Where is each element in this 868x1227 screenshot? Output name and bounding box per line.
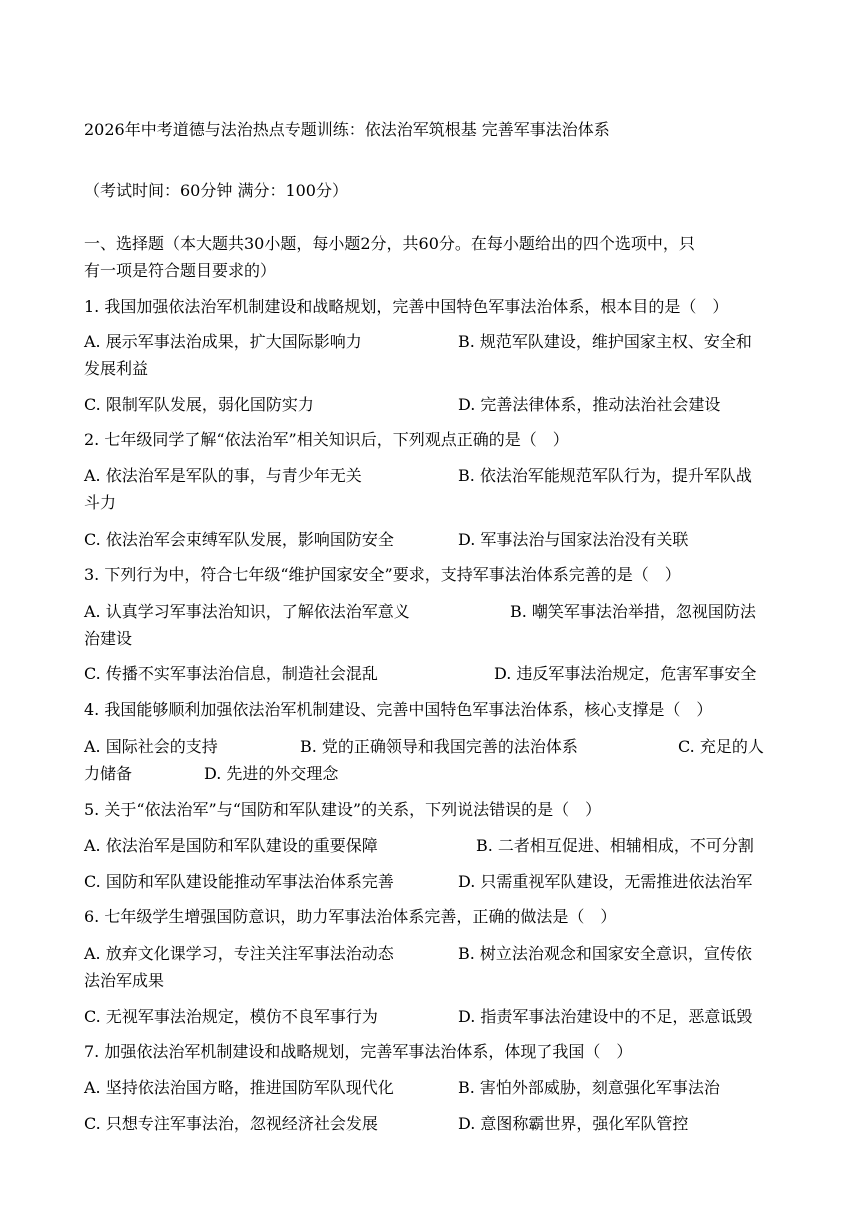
- question-6-stem: 6. 七年级学生增强国防意识，助力军事法治体系完善，正确的做法是（ ）: [84, 907, 617, 926]
- question-5-option-b: B. 二者相互促进、相辅相成，不可分割: [476, 836, 754, 855]
- question-4-option-a: A. 国际社会的支持: [84, 737, 218, 756]
- question-2-option-a: A. 依法治军是军队的事，与青少年无关: [84, 466, 362, 485]
- document-title: 2026年中考道德与法治热点专题训练：依法治军筑根基 完善军事法治体系: [84, 120, 610, 139]
- question-1-option-a: A. 展示军事法治成果，扩大国际影响力: [84, 332, 362, 351]
- question-3-option-b: B. 嘲笑军事法治举措，忽视国防法: [510, 602, 756, 621]
- question-1-option-b: B. 规范军队建设，维护国家主权、安全和: [458, 332, 752, 351]
- question-5-option-c: C. 国防和军队建设能推动军事法治体系完善: [84, 872, 394, 891]
- question-7-option-a: A. 坚持依法治国方略，推进国防军队现代化: [84, 1078, 394, 1097]
- question-3-stem: 3. 下列行为中，符合七年级“维护国家安全”要求，支持军事法治体系完善的是（ ）: [84, 565, 681, 584]
- question-1-option-c: C. 限制军队发展，弱化国防实力: [84, 395, 314, 414]
- question-5-option-a: A. 依法治军是国防和军队建设的重要保障: [84, 836, 378, 855]
- question-6-option-d: D. 指责军事法治建设中的不足，恶意诋毁: [458, 1007, 753, 1026]
- question-7-option-d: D. 意图称霸世界，强化军队管控: [458, 1114, 689, 1133]
- exam-info: （考试时间：60分钟 满分：100分）: [84, 181, 348, 200]
- question-5-stem: 5. 关于“依法治军”与“国防和军队建设”的关系，下列说法错误的是（ ）: [84, 800, 602, 819]
- question-1-option-b-cont: 发展利益: [84, 359, 149, 378]
- question-1-option-d: D. 完善法律体系，推动法治社会建设: [458, 395, 721, 414]
- question-5-option-d: D. 只需重视军队建设，无需推进依法治军: [458, 872, 753, 891]
- question-2-option-b: B. 依法治军能规范军队行为，提升军队战: [458, 466, 752, 485]
- question-4-option-d: D. 先进的外交理念: [204, 764, 339, 783]
- question-6-option-c: C. 无视军事法治规定，模仿不良军事行为: [84, 1007, 378, 1026]
- question-3-option-c: C. 传播不实军事法治信息，制造社会混乱: [84, 664, 378, 683]
- question-6-option-b: B. 树立法治观念和国家安全意识，宣传依: [458, 944, 752, 963]
- section-heading-cont: 有一项是符合题目要求的）: [84, 261, 277, 280]
- question-3-option-d: D. 违反军事法治规定，危害军事安全: [494, 664, 757, 683]
- question-2-stem: 2. 七年级同学了解“依法治军”相关知识后，下列观点正确的是（ ）: [84, 430, 569, 449]
- question-7-option-b: B. 害怕外部威胁，刻意强化军事法治: [458, 1078, 720, 1097]
- question-2-option-c: C. 依法治军会束缚军队发展，影响国防安全: [84, 530, 394, 549]
- question-6-option-a: A. 放弃文化课学习，专注关注军事法治动态: [84, 944, 394, 963]
- question-6-option-b-cont: 法治军成果: [84, 971, 165, 990]
- question-7-option-c: C. 只想专注军事法治，忽视经济社会发展: [84, 1114, 378, 1133]
- question-4-option-c-cont: 力储备: [84, 764, 133, 783]
- question-3-option-a: A. 认真学习军事法治知识，了解依法治军意义: [84, 602, 410, 621]
- question-2-option-d: D. 军事法治与国家法治没有关联: [458, 530, 689, 549]
- question-3-option-b-cont: 治建设: [84, 629, 133, 648]
- question-1-stem: 1. 我国加强依法治军机制建设和战略规划，完善中国特色军事法治体系，根本目的是（ ）: [84, 297, 729, 316]
- question-4-option-c: C. 充足的人: [678, 737, 764, 756]
- question-4-stem: 4. 我国能够顺利加强依法治军机制建设、完善中国特色军事法治体系，核心支撑是（ ）: [84, 700, 713, 719]
- question-2-option-b-cont: 斗力: [84, 493, 117, 512]
- question-4-option-b: B. 党的正确领导和我国完善的法治体系: [300, 737, 578, 756]
- section-heading: 一、选择题（本大题共30小题，每小题2分，共60分。在每小题给出的四个选项中，只: [84, 234, 695, 253]
- question-7-stem: 7. 加强依法治军机制建设和战略规划，完善军事法治体系，体现了我国（ ）: [84, 1042, 633, 1061]
